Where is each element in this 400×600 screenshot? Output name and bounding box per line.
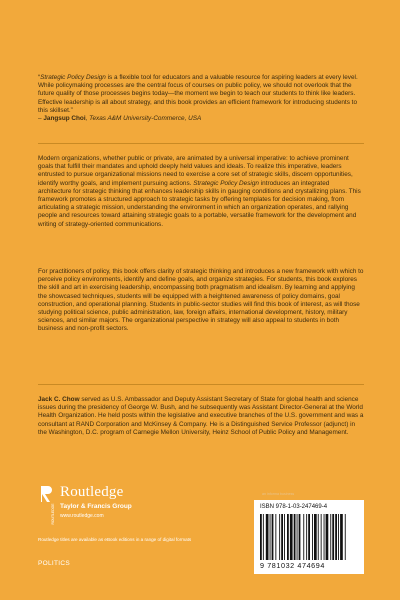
informa-stamp: an informa business [262,492,295,496]
isbn-label: ISBN 978-1-03-247469-4 [260,504,328,510]
barcode-stripe [279,514,280,560]
barcode-stripe [308,514,310,560]
attribution-affiliation: , Texas A&M University-Commerce, USA [85,115,202,123]
desc-p1-pre: Modern organizations, whether public or private, are animated by a universal imperative: to achieve prominent goals that fulfill their mandates and uphold deeply held values and ideals. To realize this imperative, leaders entrusted to pursue organizational missions need to exercise a core set of strategic skills, discern opportunities, identify worthy goals, and implement pursuing actions. [38,155,353,187]
publisher-logo [38,484,218,530]
barcode-stripe [281,514,283,560]
quote-open: “ [38,74,41,81]
logo-mark-text: ROUTLEDGE [51,503,55,525]
barcode-stripe [275,514,276,560]
ebook-note: Routledge titles are available as eBook editions in a range of digital formats [38,537,192,542]
attribution-name: Jangsup Choi [43,115,86,123]
barcode-stripe [324,514,325,560]
publisher-name: Routledge [60,484,124,500]
routledge-mark-icon [38,484,54,524]
divider-top [38,143,364,144]
subject-category: POLITICS [38,560,71,567]
barcode-stripe [330,514,331,560]
barcode-stripe [303,514,304,560]
barcode-stripe [263,514,264,560]
desc-p1-post: introduces an integrated architecture for strategic thinking that enhances leadership skills in gauging conditions and crystallizing plans. This framework promotes a structured approach to strategic tasks by offering templates for decision making, from articulating a strategic mission, understanding the environment in which an organization operates, and rallying people and resources toward attaining strategic goals to a portable, versatile framework for the development and writing of strategy-oriented communications. [38,179,361,228]
barcode-panel [254,500,364,574]
quote-body: is a flexible tool for educators and a valuable resource for aspiring leaders at every level. While policymaking processes are the central focus of courses on public policy, we should not overlook that the future quality of those processes begins today—the moment we begin to teach our students to think like leaders. Effective leadership is all about strategy, and this book provides an efficient framework for introducing students to this skillset.” [38,74,358,114]
barcode-stripe [335,514,337,560]
barcode-stripe [297,514,298,560]
quote-book-title: Strategic Policy Design [40,74,106,81]
barcode-stripe [321,514,322,560]
barcode-stripe [272,514,274,560]
attribution-dash: – [38,115,44,123]
barcode-stripe [314,514,317,560]
barcode-stripe [270,514,271,560]
desc-p1-title: Strategic Policy Design [193,179,259,187]
barcode-stripe [340,514,343,560]
author-bio [38,396,364,437]
barcode-stripe [299,514,301,560]
barcode-stripe [290,514,293,560]
divider-middle [38,384,364,385]
barcode-stripe [338,514,339,560]
description-paragraph-2: For practitioners of policy, this book offers clarity of strategic thinking and introduces a new framework with which to perceive policy environments, identify and define goals, and organize strategies. For students, this book explores the skill and art in exercising leadership, encompassing both pragmatism and idealism. By learning and applying the showcased techniques, students will be equipped with a heightened awareness of policy domains, goal construction, and operational planning. Students in public-sector studies will find this book of interest, as will those studying political science, public administration, law, foreign affairs, international development, history, military sciences, and similar majors. The organizational perspective in strategy will also appeal to students in both business and non-profit sectors. [38,268,364,333]
barcode-stripe [312,514,313,560]
barcode-stripe [306,514,307,560]
barcode-stripe [318,514,319,560]
barcode-stripe [266,514,269,560]
publisher-url: www.routledge.com [60,513,104,519]
endorsement-quote [38,74,364,123]
author-name: Jack C. Chow [38,396,80,403]
barcode-icon [260,514,358,560]
publisher-group: Taylor & Francis Group [60,503,132,510]
barcode-stripe [332,514,334,560]
barcode-stripe [284,514,285,560]
barcode-stripe [287,514,289,560]
barcode-stripe [260,514,262,560]
description-paragraph-1 [38,155,364,229]
author-bio-text: served as U.S. Ambassador and Deputy Assistant Secretary of State for global health and science issues during the presidency of George W. Bush, and he subsequently was Assistant Director-General at the World Health Organization. He held posts within the legislative and executive branches of the U.S. government and was a consultant at RAND Corporation and McKinsey & Company. He is a Distinguished Service Professor (adjunct) in the Washington, D.C. program of Carnegie Mellon University, Heinz School of Public Policy and Management. [38,396,364,436]
isbn-digits: 9 781032 474694 [260,561,325,570]
quote-attribution [38,115,364,123]
barcode-stripe [345,514,346,560]
barcode-stripe [326,514,329,560]
barcode-stripe [294,514,296,560]
